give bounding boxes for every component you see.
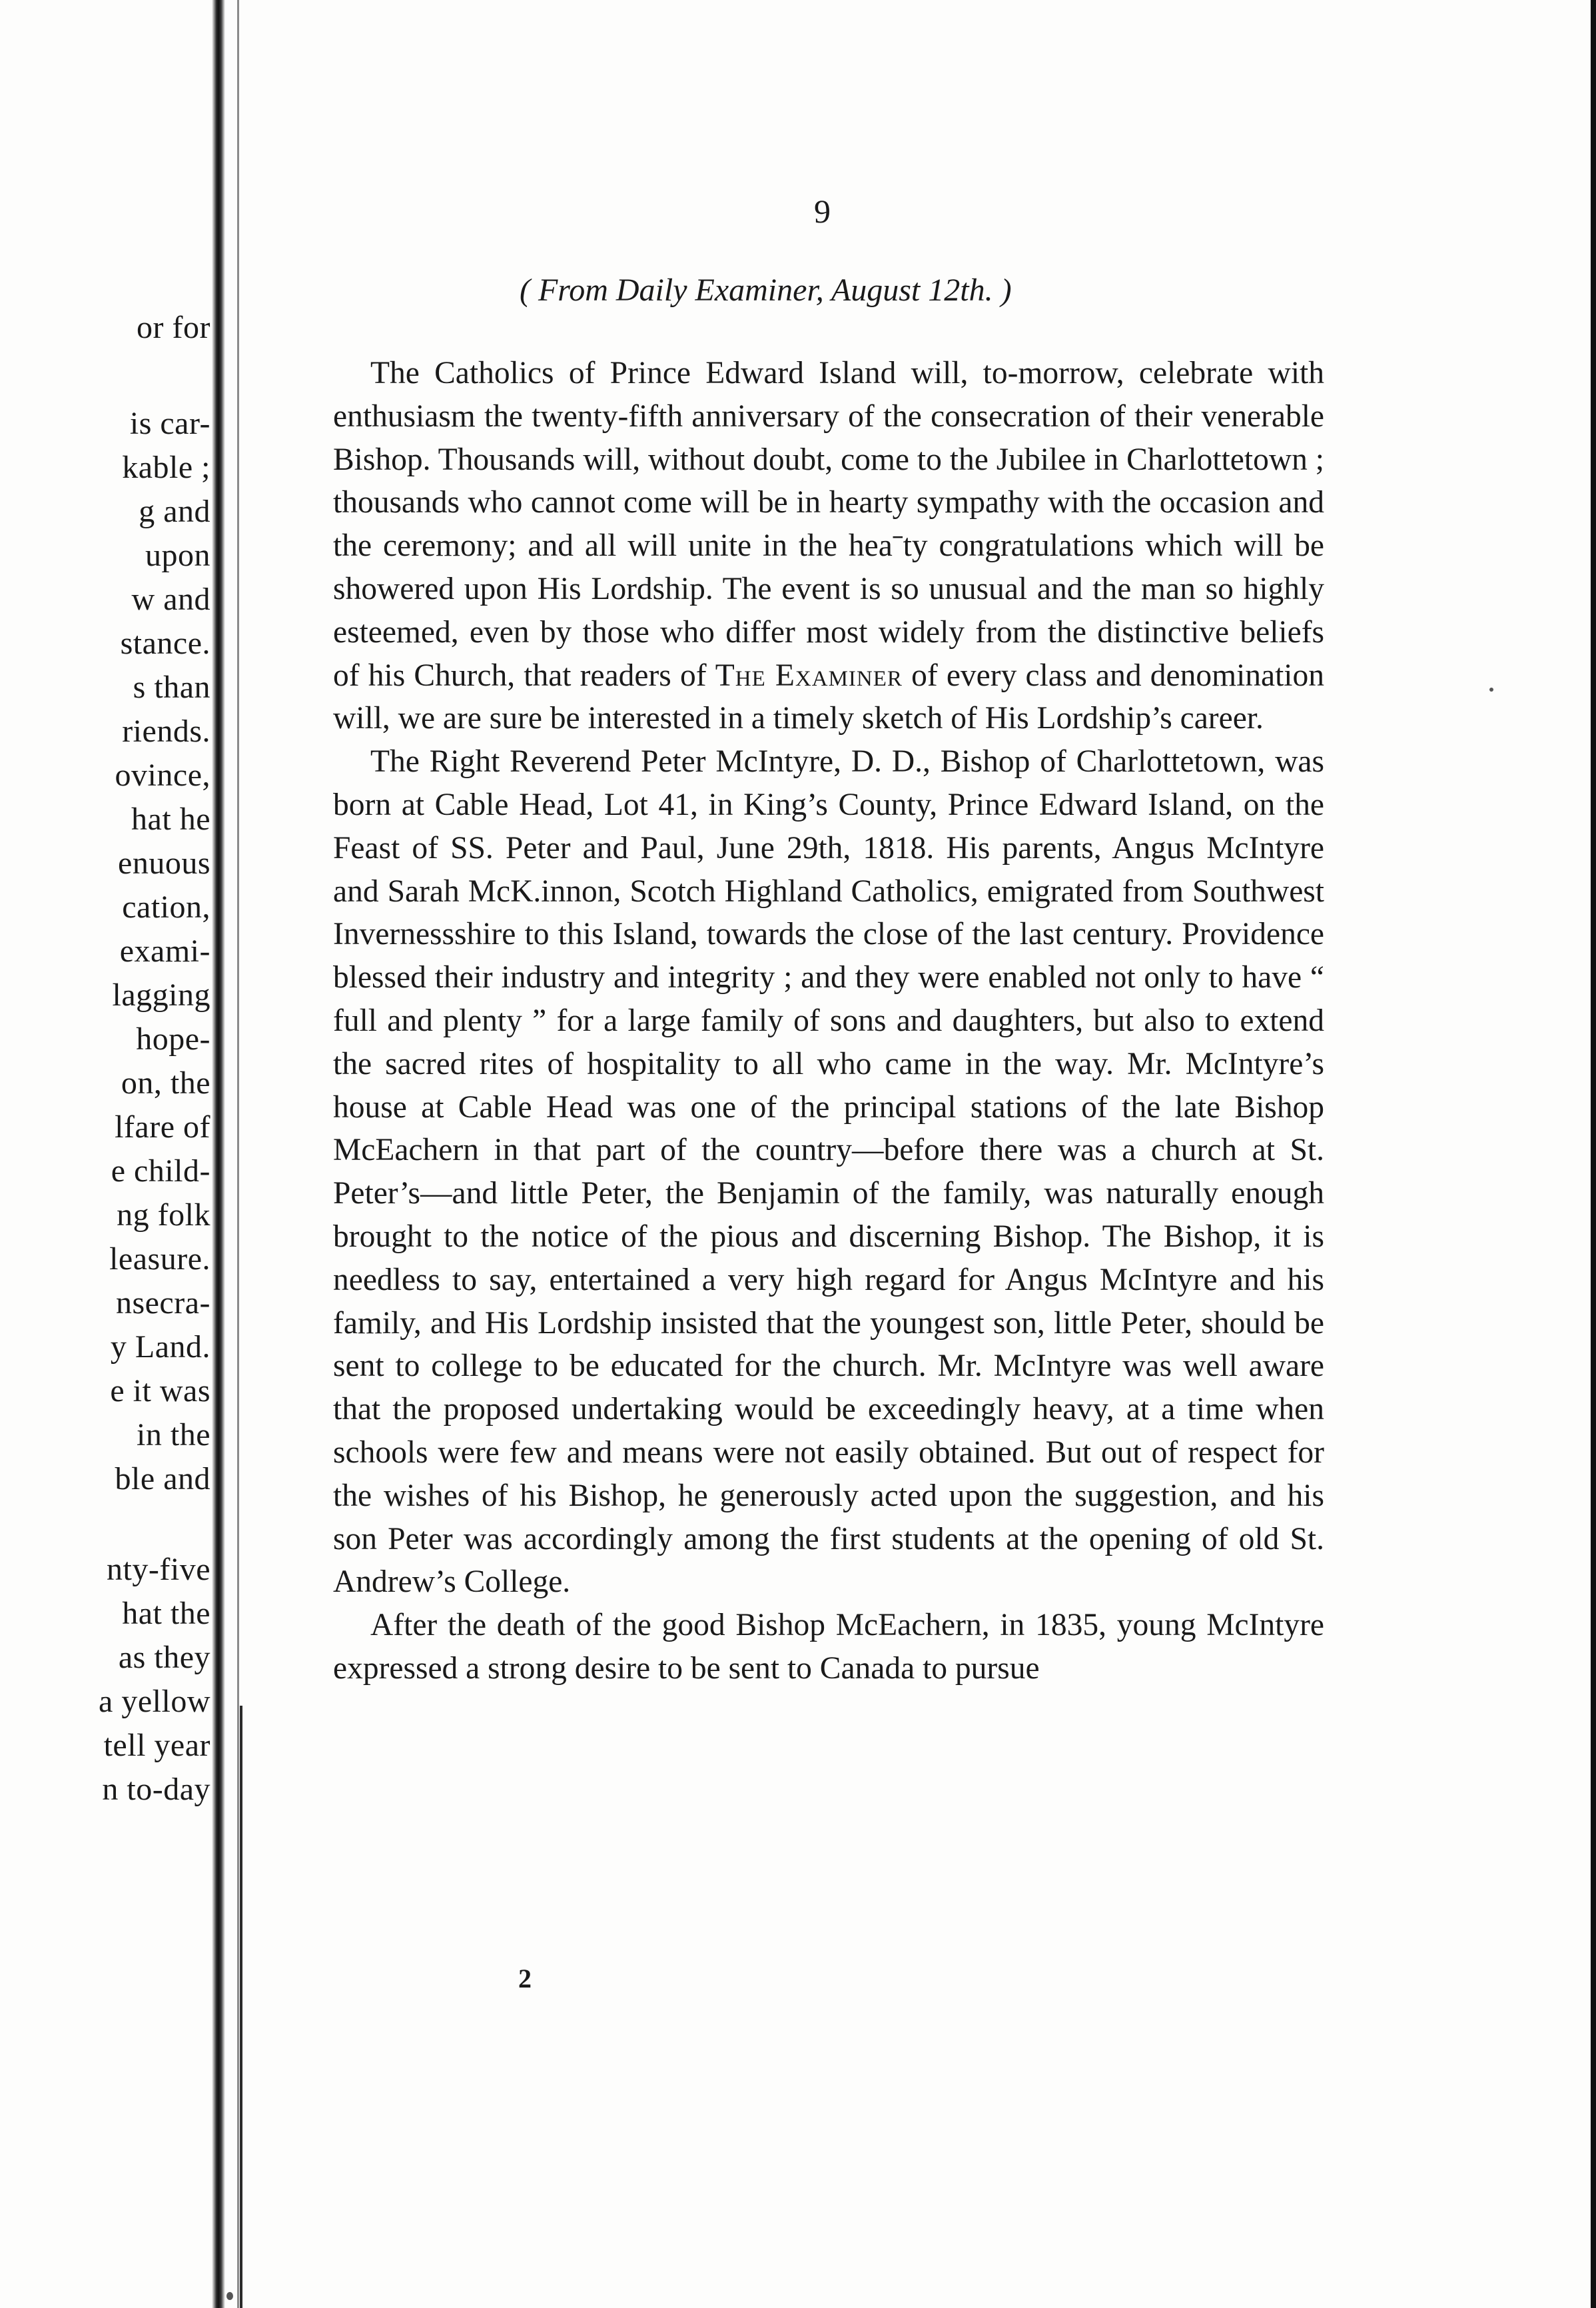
- facing-line: s than: [133, 670, 210, 705]
- paragraph: After the death of the good Bishop McEachern, in 1835, young McIntyre expressed a strong desire to be sent to Canada to pursue: [333, 1608, 1324, 1686]
- facing-line: cation,: [122, 889, 210, 925]
- facing-line: enuous: [118, 846, 210, 881]
- paragraph: The Right Reverend Peter McIntyre, D. D., Bishop of Charlottetown, was born at Cable Head, Lot 41, in King’s County, Prince Edward Island, on the Feast of SS. Peter and Paul, June 29th, 1818. His parents, Angus McIntyre and Sarah McK.innon, Scotch Highland Catholics, emigrated from Southwest Invernessshire to this Island, towards the close of the last century. Providence blessed their industry and integrity ; and they were enabled not only to have “ full and plenty ” for a large family of sons and daughters, but also to extend the sacred rites of hospitality to all who came in the way. Mr. McIntyre’s house at Cable Head was one of the principal stations of the late Bishop McEachern in that part of the country—before there was a church at St. Peter’s—and little Peter, the Benjamin of the family, was naturally enough brought to the notice of the pious and discerning Bishop. The Bishop, it is needless to say, entertained a very high regard for Angus McIntyre and his family, and His Lordship insisted that the youngest son, little Peter, should be sent to college to be educated for the church. Mr. McIntyre was well aware that the proposed undertaking would be exceedingly heavy, at a time when schools were few and means were not easily obtained. But out of respect for the wishes of his Bishop, he generously acted upon the suggestion, and his son Peter was accordingly among the first students at the opening of old St. Andrew’s College.: [333, 744, 1324, 1600]
- facing-page-fragment: [0, 0, 212, 2308]
- facing-line: g and: [139, 494, 210, 529]
- paragraph: [333, 352, 1324, 740]
- facing-line: exami-: [119, 933, 210, 969]
- scan-speck: [1489, 688, 1493, 692]
- page-number: 9: [814, 193, 831, 230]
- facing-line: y Land.: [110, 1329, 210, 1365]
- facing-line: on, the: [121, 1065, 210, 1101]
- printer-signature-mark: 2: [518, 1964, 532, 1994]
- article-body: [333, 352, 1324, 1690]
- facing-line: or for: [137, 310, 210, 345]
- paragraph-text: The Catholics of Prince Edward Island will, to-morrow, celebrate with enthusiasm the twenty-fifth anniversary of the consecration of their venerable Bishop. Thousands will, without doubt, come to the Jubilee in Charlottetown ; thousands who cannot come will be in hearty sympathy with the occasion and the ceremony; and all will unite in the heaˉty congratulations which will be showered upon His Lordship. The event is so unusual and the man so highly esteemed, even by those who differ most widely from the distinctive beliefs of his Church, that readers of: [333, 356, 1324, 693]
- facing-line: nsecra-: [115, 1285, 210, 1321]
- facing-line: a yellow: [99, 1684, 210, 1719]
- facing-line: kable ;: [122, 450, 210, 485]
- scan-speck: [226, 2292, 233, 2300]
- facing-line: as they: [118, 1640, 210, 1675]
- facing-line: e it was: [110, 1373, 210, 1409]
- paragraph-text: of every class and denomination will, we are sure be interested in a timely sketch of His Lordship’s career.: [333, 658, 1325, 736]
- facing-line: riends.: [122, 714, 210, 749]
- facing-line: w and: [131, 582, 210, 617]
- facing-line: stance.: [120, 626, 210, 661]
- facing-line: hat he: [131, 802, 210, 837]
- facing-line: is car-: [129, 406, 210, 441]
- facing-line: upon: [145, 538, 210, 573]
- facing-line: ble and: [115, 1461, 210, 1496]
- scan-border: [1591, 0, 1596, 2308]
- facing-line: e child-: [111, 1153, 210, 1189]
- book-gutter: [212, 0, 225, 2308]
- facing-line: n to-day: [102, 1772, 210, 1807]
- newspaper-name: The Examiner: [715, 658, 903, 693]
- page-edge-line: [237, 0, 239, 2308]
- facing-line: lagging: [112, 977, 210, 1013]
- facing-line: ng folk: [117, 1197, 210, 1233]
- page-fold-shadow: [240, 1706, 242, 2308]
- facing-line: leasure.: [109, 1241, 210, 1277]
- facing-line: ovince,: [115, 758, 210, 793]
- facing-line: tell year: [103, 1728, 210, 1763]
- facing-line: lfare of: [115, 1109, 210, 1145]
- facing-line: in the: [137, 1417, 210, 1452]
- facing-line: nty-five: [107, 1552, 210, 1587]
- source-citation: ( From Daily Examiner, August 12th. ): [520, 273, 1012, 308]
- facing-line: hat the: [122, 1596, 210, 1631]
- facing-line: hope-: [136, 1021, 210, 1057]
